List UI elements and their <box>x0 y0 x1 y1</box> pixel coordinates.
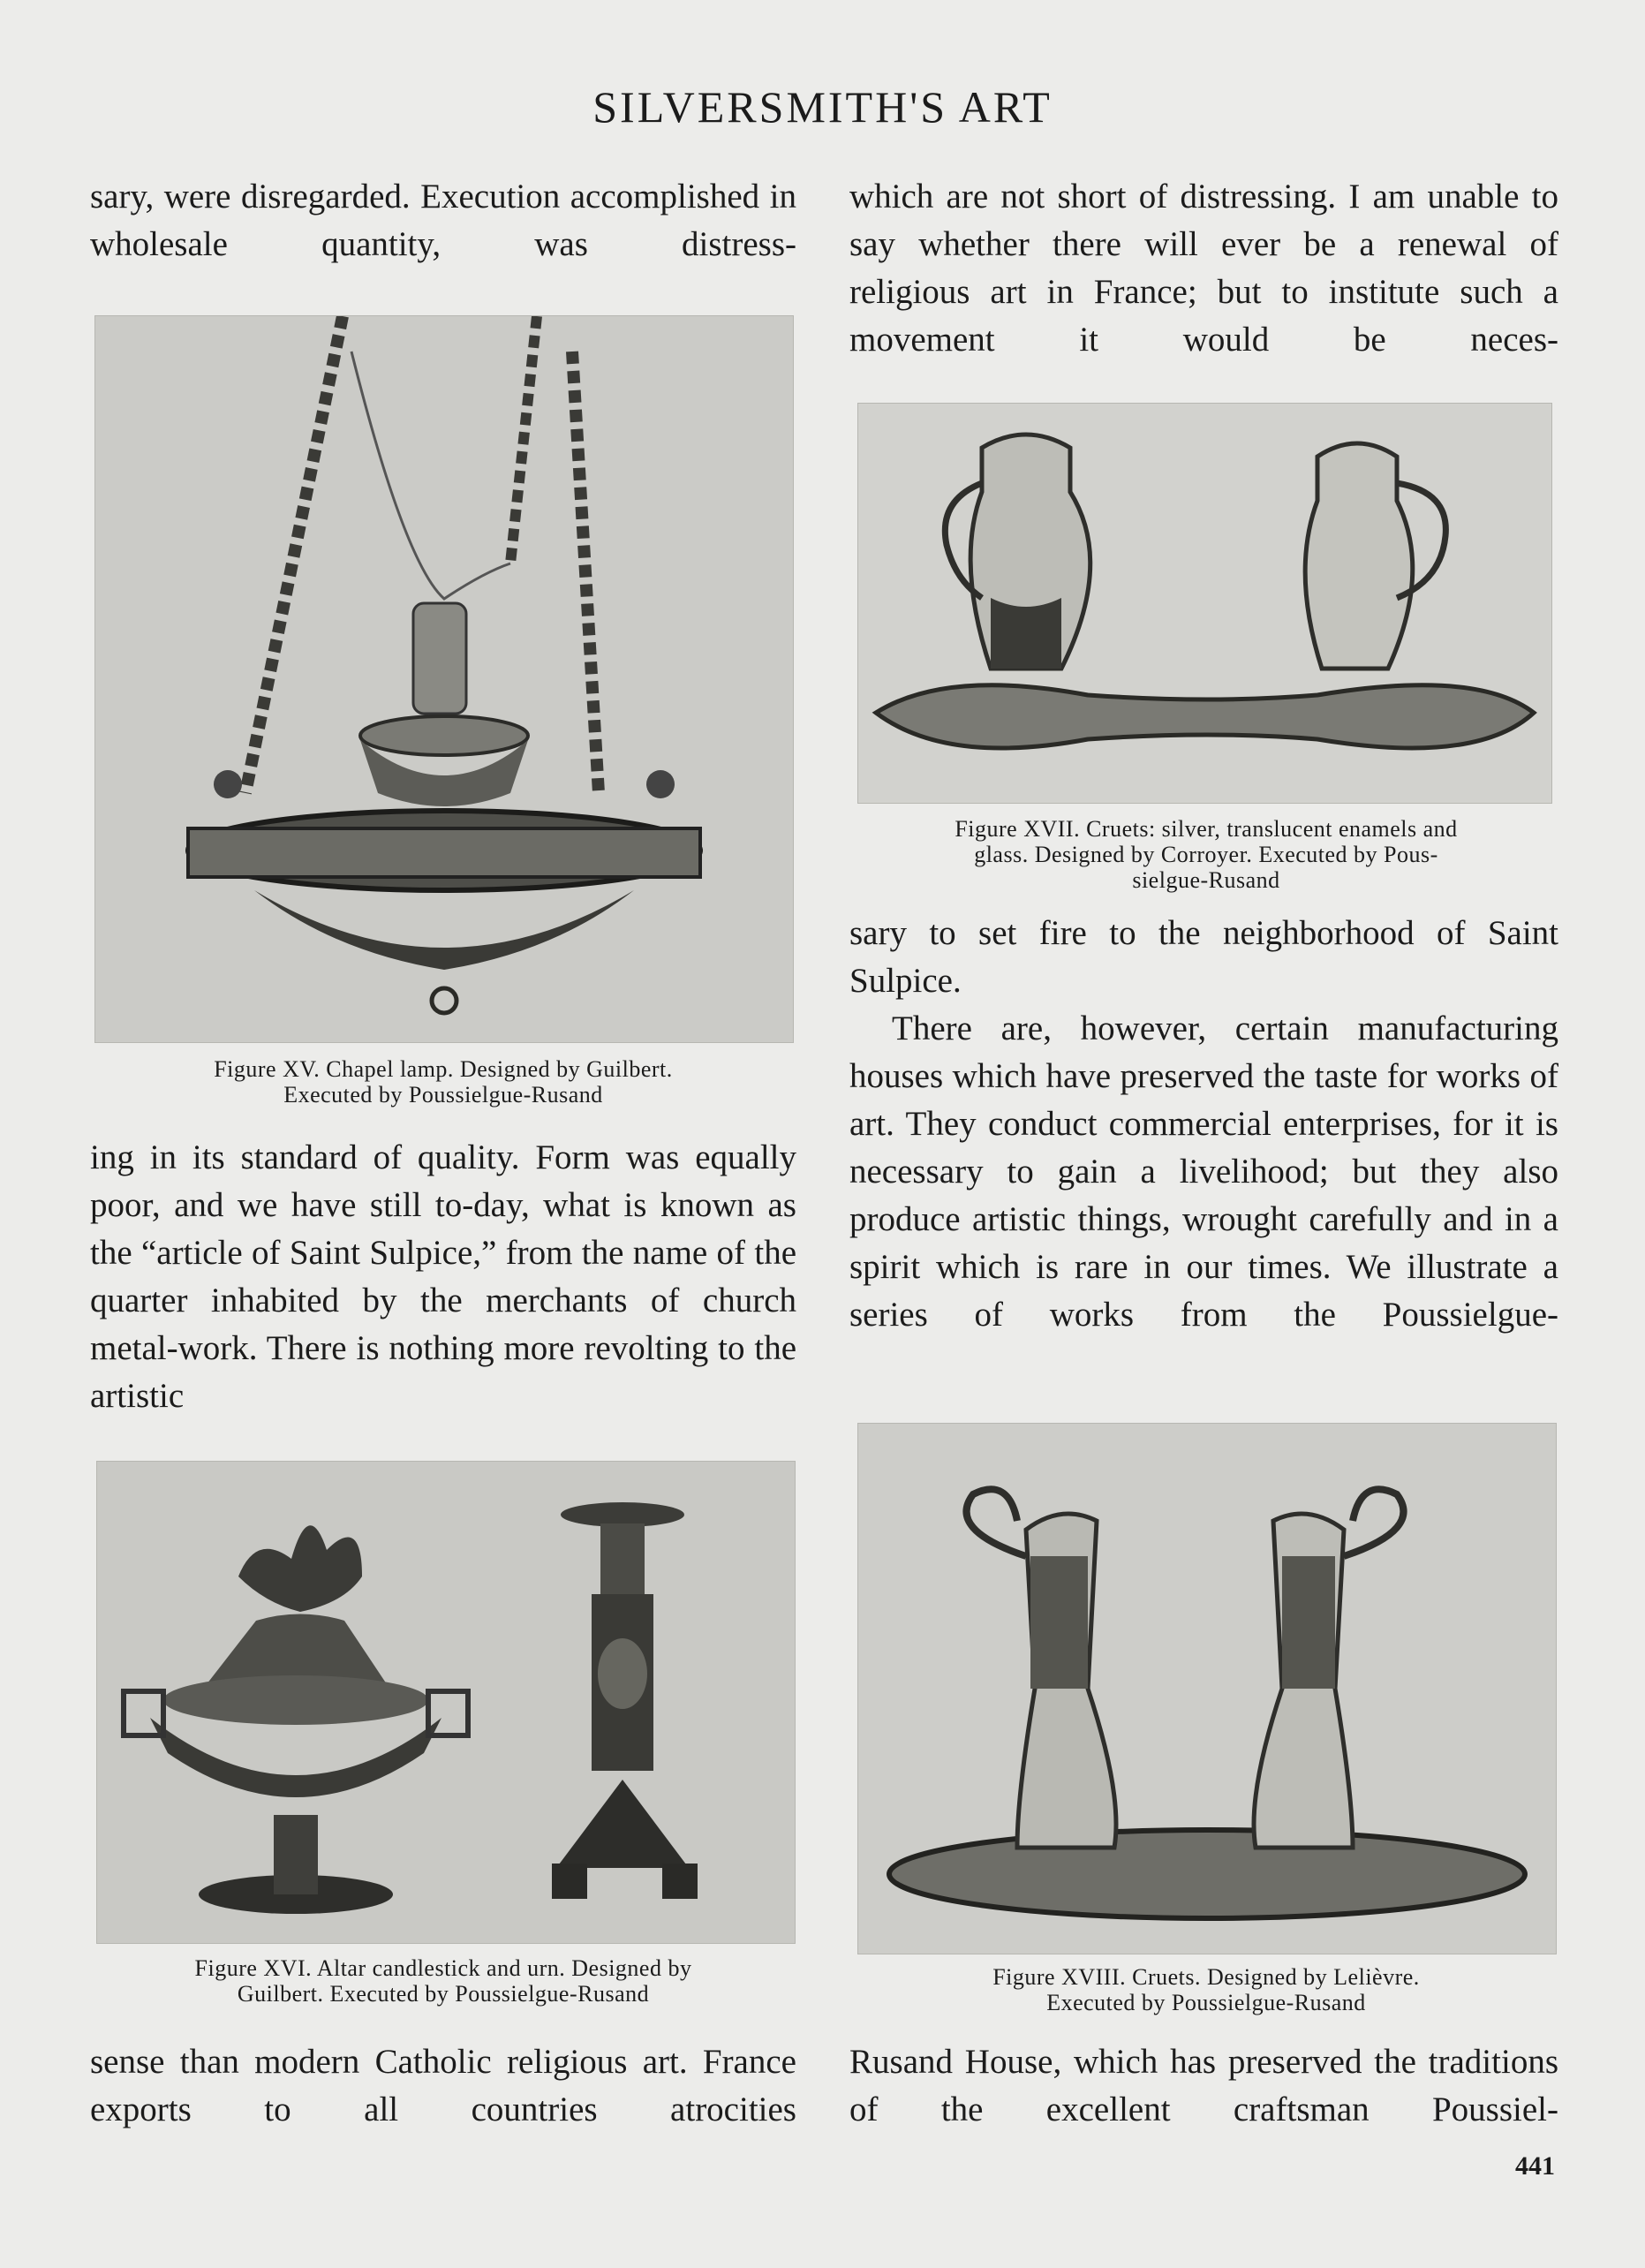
figure-xviii-caption-line-1: Figure XVIII. Cruets. Designed by Lelièvre. <box>992 1964 1420 1990</box>
figure-xvi-caption-line-2: Guilbert. Executed by Poussielgue-Rusand <box>237 1981 650 2007</box>
figure-xv-caption <box>94 1056 792 1108</box>
figure-xviii-caption-line-2: Executed by Poussielgue-Rusand <box>1046 1990 1366 2015</box>
left-paragraph-1: sary, were disregarded. Execution accomplished in wholesale quantity, was distress- <box>90 178 796 263</box>
figure-xvii-caption <box>857 816 1555 893</box>
cruets-lelievre-illustration <box>858 1424 1556 1954</box>
left-paragraph-2: ing in its standard of quality. Form was equally poor, and we have still to-day, what is known as the “article of Saint Sulpice,” from the name of the quarter inhabited by the merchants of church metal-work. There is nothing more revolting to the artistic <box>90 1138 796 1415</box>
page-number: 441 <box>1515 2151 1555 2181</box>
right-paragraph-1: which are not short of distressing. I am unable to say whether there will ever be a renewal of religious art in France; but to institute such a movement it would be neces- <box>849 178 1558 359</box>
figure-xvi-caption-line-1: Figure XVI. Altar candlestick and urn. Designed by <box>194 1955 692 1981</box>
right-paragraph-2: sary to set fire to the neighborhood of Saint Sulpice. <box>849 914 1558 1000</box>
figure-xviii-caption <box>857 1964 1555 2015</box>
figure-chapel-lamp <box>94 315 794 1043</box>
figure-xv-caption-line-1: Figure XV. Chapel lamp. Designed by Guilbert. <box>214 1056 673 1082</box>
right-paragraph-4: Rusand House, which has preserved the traditions of the excellent craftsman Poussiel- <box>849 2043 1558 2128</box>
figure-xvi-caption <box>90 1955 796 2007</box>
cruets-enamel-illustration <box>858 404 1551 803</box>
figure-xvii-caption-line-3: sielgue-Rusand <box>1132 867 1280 893</box>
candlestick-urn-illustration <box>97 1462 795 1943</box>
figure-xvii-caption-line-1: Figure XVII. Cruets: silver, translucent enamels and <box>955 816 1458 842</box>
figure-xv-caption-line-2: Executed by Poussielgue-Rusand <box>283 1082 603 1108</box>
figure-cruets-enamel <box>857 403 1552 804</box>
page-header: SILVERSMITH'S ART <box>592 82 1053 132</box>
chapel-lamp-illustration <box>95 316 793 1042</box>
right-paragraph-3: There are, however, certain manufacturing houses which have preserved the taste for works of art. They conduct commercial enterprises, for it is necessary to gain a livelihood; but they also produce artistic things, wrought carefully and in a spirit which is rare in our times. We illustrate a series of works from the Poussielgue- <box>849 1009 1558 1334</box>
figure-cruets-lelievre <box>857 1423 1557 1954</box>
left-paragraph-3: sense than modern Catholic religious art. France exports to all countries atrocities <box>90 2043 796 2128</box>
figure-xvii-caption-line-2: glass. Designed by Corroyer. Executed by Pous- <box>974 842 1438 867</box>
figure-candlestick-urn <box>96 1461 796 1944</box>
